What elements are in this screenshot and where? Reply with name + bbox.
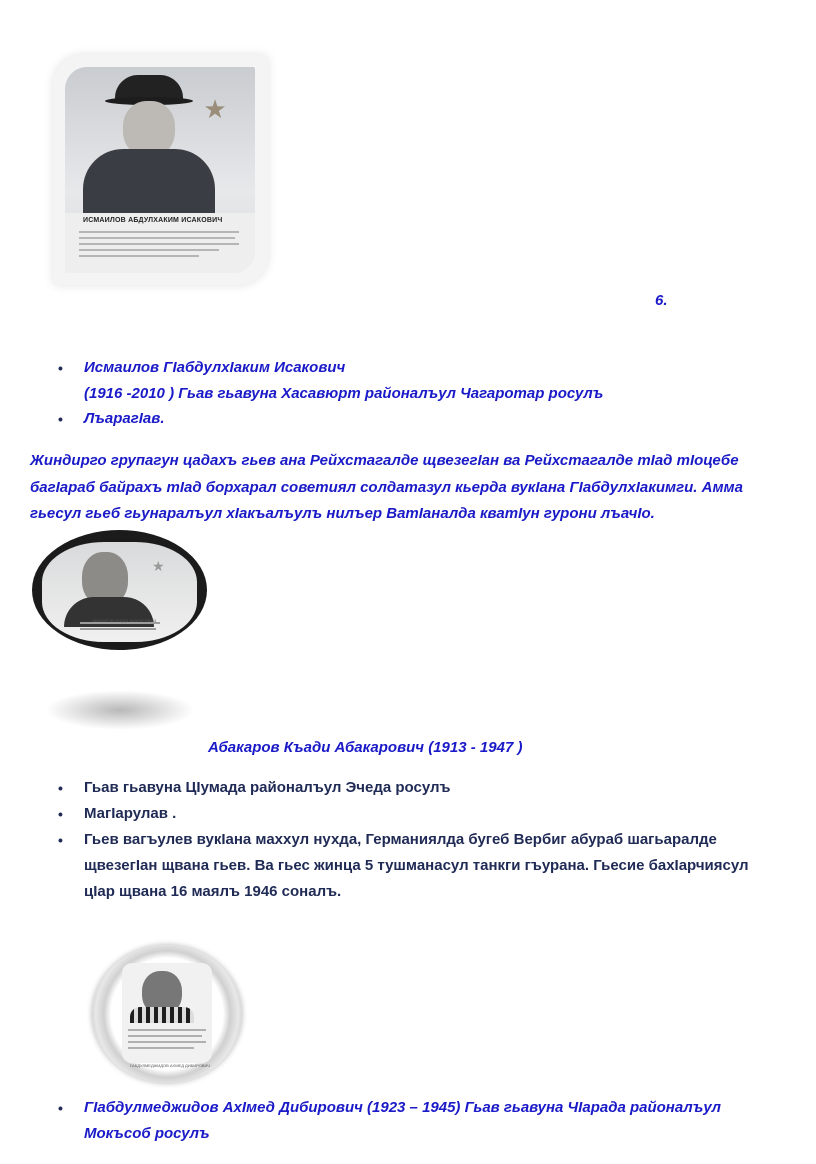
caption-text-line [79,255,199,257]
caption-text-line [79,243,239,245]
caption-text-line [79,249,219,251]
bullet-icon: • [58,1100,63,1116]
photo-caption-name: ИСМАИЛОВ АБДУЛХАКИМ ИСАКОВИЧ [83,217,223,224]
caption-text-line [79,231,239,233]
portrait-plate [122,963,212,1063]
portrait-plate [42,542,197,642]
bullet-icon: • [58,832,63,848]
caption-text-line [128,1041,206,1043]
bullet-abakarov-nationality: МагIарулав . [84,805,177,822]
paragraph-line: Жиндирго групагун цадахъ гьев ана Рейхстагалде щвезегIан ва Рейхстагалде тIад тIоцебе [30,452,739,469]
portrait-photo-abakarov [32,530,207,650]
bullet-ismailov-nationality: ЛъарагIав. [84,410,165,427]
bullet-abakarov-text: Гьев вагъулев вукIана маххул нухда, Германиялда бугеб Вербиг абураб шагьаралде [84,831,717,848]
bullet-icon: • [58,806,63,822]
bullet-gabdulmedzhidov-text: ГIабдулмеджидов АхIмед Дибирович (1923 – 1945) Гьав гьавуна ЧIарада районалъул [84,1099,722,1116]
bullet-abakarov-text: щвезегIан щвана гьев. Ва гьес жинца 5 тушманасул танкги гъурана. Гьесие бахIарчиясул [84,857,749,874]
portrait-photo-ismailov [53,55,268,285]
bullet-ismailov-name: Исмаилов ГIабдулхIаким Исакович [84,359,346,376]
sailor-shirt-shape [130,1007,194,1023]
paragraph-line: гьесул гьеб гьунаралъул хIакъалъулъ нилъер ВатIаналда кватIун гурони лъачIо. [30,505,655,522]
photo-shadow [45,690,195,730]
caption-text-line [128,1047,194,1049]
caption-text-line [79,237,235,239]
caption-text-line [80,628,156,630]
photo-caption-name: АБАКАРОВ КЪАДИ АБАКАРОВИЧ [92,618,157,623]
bullet-icon: • [58,780,63,796]
hero-star-icon: ★ [203,94,227,124]
photo-caption-name: ГАБДУЛМЕДЖИДОВ АХМЕД ДИБИРОВИЧ [130,1063,210,1068]
coat-shape [83,149,215,215]
bullet-icon: • [58,360,63,376]
bullet-icon: • [58,411,63,427]
portrait-frame [65,67,255,273]
bullet-abakarov-text: цIар щвана 16 маялъ 1946 соналъ. [84,883,342,900]
hero-star-icon: ★ [152,558,165,574]
bullet-ismailov-dates: (1916 -2010 ) Гьав гьавуна Хасавюрт районалъул Чагаротар росулъ [84,385,604,402]
portrait-photo-gabdulmedzhidov [92,945,242,1083]
paragraph-line: багIараб байрахъ тIад борхарал советиял солдатазул кьерда вукIана ГIабдулхIакимги. Амма [30,479,743,496]
bullet-gabdulmedzhidov-text: Мокъсоб росулъ [84,1125,210,1142]
bullet-abakarov-birthplace: Гьав гьавуна ЦIумада районалъул Эчеда росулъ [84,779,451,796]
caption-text-line [128,1029,206,1031]
caption-text-line [128,1035,202,1037]
page-number: 6. [655,292,668,309]
abakarov-title: Абакаров Къади Абакарович (1913 - 1947 ) [208,739,523,756]
